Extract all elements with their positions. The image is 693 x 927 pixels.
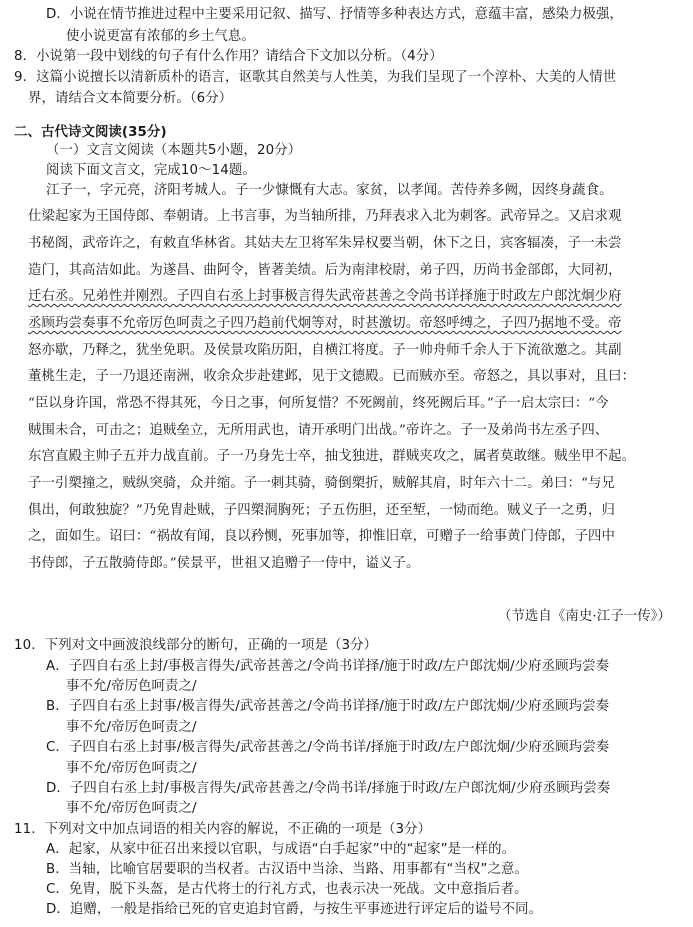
passage-line: 江子一，字元亮，济阳考城人。子一少慷慨有大志。家贫，以孝闻。苦侍养多阙，因终身蔬食。 xyxy=(46,183,613,198)
q10-option-c: C．子四自右丞上封事/极言得失/武帝甚善之/令尚书详/择施于时政/左户郎沈炯/少府丞顾玙尝奏 xyxy=(46,740,610,755)
passage-line: 之，面如生。诏曰：“祸故有闻，良以矜恻，死事加等，抑惟旧章，可赠子一给事黄门侍郎，子四中 xyxy=(28,529,616,544)
question-9-continuation: 界，请结合文本简要分析。（6分） xyxy=(28,91,233,106)
q10-option-a-continuation: 事不允/帝厉色呵责之/ xyxy=(66,679,197,694)
option-d-text: D．小说在情节推进过程中主要采用记叙、描写、抒情等多种表达方式，意蕴丰富，感染力极强， xyxy=(46,7,624,22)
section-heading: 二、古代诗文阅读(35分) xyxy=(14,125,167,140)
q11-option-c: C．免胄，脱下头盔，是古代将士的行礼方式，也表示决一死战。文中意指后者。 xyxy=(46,882,528,897)
question-10: 10．下列对文中画波浪线部分的断句，正确的一项是（3分） xyxy=(14,638,378,653)
passage-line: 仕梁起家为王国侍郎、奉朝请。上书言事，为当轴所排，乃拜表求入北为刺客。武帝异之。又启求观 xyxy=(28,209,622,224)
option-d-continuation: 使小说更富有浓郁的乡土气息。 xyxy=(66,29,255,44)
passage-line: 怒亦歇，乃释之，犹坐免职。及侯景攻陷历阳，自横江将度。子一帅舟师千余人于下流欲邀之。其副 xyxy=(28,343,622,358)
q10-option-a: A．子四自右丞上封/事极言得失/武帝甚善之/令尚书详择/施于时政/左户郎沈炯/少府丞顾玙尝奏 xyxy=(46,659,610,674)
passage-line-wavy: 迁右丞。兄弟性并刚烈。子四自右丞上封事极言得失武帝甚善之令尚书详择施于时政左户郎沈炯少府 xyxy=(28,289,622,304)
passage-line: 书侍郎，子五散骑侍郎。”侯景平，世祖又追赠子一侍中，谥义子。 xyxy=(28,556,420,571)
passage-line: 贼围未合，可击之；追贼垒立，无所用武也，请开承明门出战。”帝许之。子一及弟尚书左丞子四、 xyxy=(28,423,609,438)
q10-option-d-continuation: 事不允/帝厉色呵责之/ xyxy=(66,801,197,816)
passage-line: “臣以身许国，常恐不得其死，今日之事，何所复惜？不死阙前，终死阙后耳。”子一启太宗曰：“今 xyxy=(28,396,609,411)
passage-line: 子一引槊撞之，贼纵突骑，众并缩。子一刺其骑，骑倒槊折，贼解其肩，时年六十二。弟曰：“与兄 xyxy=(28,476,616,491)
passage-line: 书秘阁，武帝许之，有敕直华林省。其姑夫左卫将军朱异权要当朝，休下之日，宾客辐凑，子一未尝 xyxy=(28,236,622,251)
subsection-heading: （一）文言文阅读（本题共5小题，20分） xyxy=(46,143,302,158)
reading-instruction: 阅读下面文言文，完成10～14题。 xyxy=(46,163,256,178)
passage-line: 东宫直殿主帅子五并力战直前。子一乃身先士卒，抽戈独进，群贼夹攻之，属者莫敢继。贼坐甲不起。 xyxy=(28,449,636,464)
passage-source: （节选自《南史·江子一传》） xyxy=(497,609,671,624)
q10-option-b-continuation: 事不允/帝厉色呵责之/ xyxy=(66,720,197,735)
q10-option-d: D．子四自右丞上封/事极言得失/武帝甚善之/令尚书详/择施于时政/左户郎沈炯/少府丞顾玙尝奏 xyxy=(46,781,611,796)
passage-line: 董桃生走，子一乃退还南洲，收余众步赴建邺，见于文德殿。已而贼亦至。帝怒之，具以事对，且曰： xyxy=(28,369,636,384)
q11-option-b: B．当轴，比喻官居要职的当权者。古汉语中当涂、当路、用事都有“当权”之意。 xyxy=(46,862,529,877)
question-8: 8．小说第一段中划线的句子有什么作用？请结合下文加以分析。（4分） xyxy=(14,49,443,64)
q11-option-d: D．追赠，一般是指给已死的官吏追封官爵，与按生平事迹进行评定后的谥号不同。 xyxy=(46,902,543,917)
passage-line: 造门，其高洁如此。为遂昌、曲阿令，皆著美绩。后为南津校尉，弟子四，历尚书金部郎，大同初， xyxy=(28,263,622,278)
q10-option-c-continuation: 事不允/帝厉色呵责之/ xyxy=(66,761,197,776)
question-9: 9．这篇小说擅长以清新质朴的语言，讴歌其自然美与人性美，为我们呈现了一个淳朴、大美的人情世 xyxy=(14,70,617,85)
passage-line-wavy: 丞顾玙尝奏事不允帝厉色呵责之子四乃趋前代炯等对，时甚激切。帝怒呼缚之，子四乃据地不受。帝 xyxy=(28,316,622,331)
question-11: 11．下列对文中加点词语的相关内容的解说，不正确的一项是（3分） xyxy=(14,822,432,837)
q10-option-b: B．子四自右丞上封事/极言得失/武帝甚善之/令尚书详择/施于时政/左户郎沈炯/少府丞顾玙尝奏 xyxy=(46,699,610,714)
passage-line: 俱出，何敢独旋？”乃免胄赴贼，子四槊洞胸死；子五伤胆，还至堑，一恸而绝。贼义子一之勇，归 xyxy=(28,503,616,518)
q11-option-a: A．起家，从家中征召出来授以官职，与成语“白手起家”中的“起家”是一样的。 xyxy=(46,842,516,857)
